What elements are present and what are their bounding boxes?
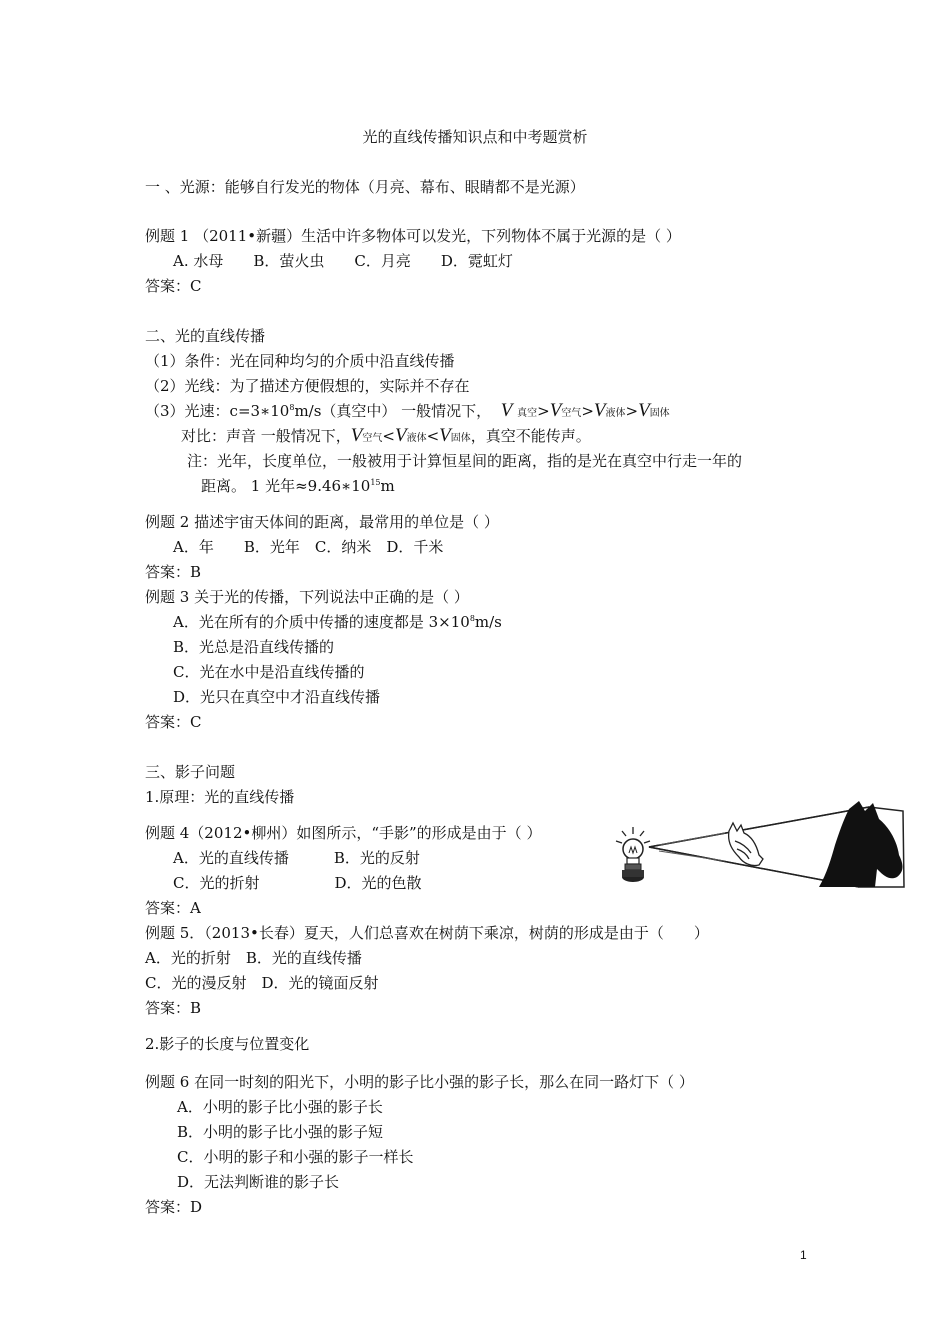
example-3-option-c: C．光在水中是沿直线传播的 bbox=[173, 663, 365, 681]
example-5-options-cd: C．光的漫反射 D．光的镜面反射 bbox=[145, 974, 379, 992]
example-6-option-b: B．小明的影子比小强的影子短 bbox=[177, 1123, 384, 1141]
page-number: 1 bbox=[800, 1248, 807, 1262]
light-speed-line: （3）光速：$c=3∗10^8m/s$（真空中） 一般情况下， V 真空>V空气>V液体>V固体 bbox=[145, 400, 670, 421]
shadow-principle: 1.原理：光的直线传播 bbox=[145, 788, 295, 806]
example-6-option-a: A．小明的影子比小强的影子长 bbox=[177, 1098, 383, 1116]
example-1-question: 例题 1 （2011•新疆）生活中许多物体可以发光，下列物体不属于光源的是（ ） bbox=[145, 227, 681, 245]
example-4-question: 例题 4（2012•柳州）如图所示，“手影”的形成是由于（ ） bbox=[145, 824, 542, 842]
page-title: 光的直线传播知识点和中考题赏析 bbox=[362, 128, 588, 146]
example-5-options-ab: A．光的折射 B．光的直线传播 bbox=[145, 949, 362, 967]
example-2-options: A．年 B．光年 C．纳米 D．千米 bbox=[173, 538, 444, 556]
example-4-options-cd: C．光的折射 D．光的色散 bbox=[173, 874, 422, 892]
example-5-answer: 答案：B bbox=[145, 999, 202, 1017]
example-6-option-c: C．小明的影子和小强的影子一样长 bbox=[177, 1148, 414, 1166]
example-4-options-ab: A．光的直线传播 B．光的反射 bbox=[173, 849, 420, 867]
example-2-question: 例题 2 描述宇宙天体间的距离，最常用的单位是（ ） bbox=[145, 513, 499, 531]
example-5-question: 例题 5．（2013•长春）夏天，人们总喜欢在树荫下乘凉，树荫的形成是由于（ ） bbox=[145, 924, 709, 942]
example-1-options: A. 水母 B．萤火虫 C．月亮 D．霓虹灯 bbox=[173, 252, 513, 270]
section-shadow: 三、影子问题 bbox=[145, 763, 236, 781]
example-6-option-d: D．无法判断谁的影子长 bbox=[177, 1173, 340, 1191]
example-3-question: 例题 3 关于光的传播，下列说法中正确的是（ ） bbox=[145, 588, 469, 606]
light-ray-line: （2）光线：为了描述方便假想的，实际并不存在 bbox=[145, 377, 470, 395]
section-straight-propagation: 二、光的直线传播 bbox=[145, 327, 266, 345]
example-6-question: 例题 6 在同一时刻的阳光下，小明的影子比小强的影子长，那么在同一路灯下（ ） bbox=[145, 1073, 694, 1091]
example-3-option-d: D．光只在真空中才沿直线传播 bbox=[173, 688, 381, 706]
example-4-answer: 答案：A bbox=[145, 899, 201, 917]
example-3-answer: 答案：C bbox=[145, 713, 202, 731]
example-1-answer: 答案：C bbox=[145, 277, 202, 295]
example-3-option-b: B．光总是沿直线传播的 bbox=[173, 638, 335, 656]
example-3-option-a: A．光在所有的介质中传播的速度都是 $3\times 10^8m/s$ bbox=[173, 613, 502, 631]
light-bulb-icon bbox=[622, 839, 644, 882]
shadow-length-heading: 2.影子的长度与位置变化 bbox=[145, 1035, 310, 1053]
condition-line: （1）条件：光在同种均匀的介质中沿直线传播 bbox=[145, 352, 455, 370]
sound-compare-line: 对比：声音 一般情况下，V空气<V液体<V固体，真空不能传声。 bbox=[181, 425, 591, 446]
example-2-answer: 答案：B bbox=[145, 563, 202, 581]
example-6-answer: 答案：D bbox=[145, 1198, 203, 1216]
light-year-value: 距离。 1 光年$\approx 9.46∗10^{15}m$ bbox=[201, 477, 395, 495]
section-light-source: 一 、光源：能够自行发光的物体（月亮、幕布、眼睛都不是光源） bbox=[145, 178, 585, 196]
hand-shadow-figure bbox=[607, 797, 907, 897]
light-year-note: 注：光年，长度单位，一般被用于计算恒星间的距离，指的是光在真空中行走一年的 bbox=[187, 452, 743, 470]
